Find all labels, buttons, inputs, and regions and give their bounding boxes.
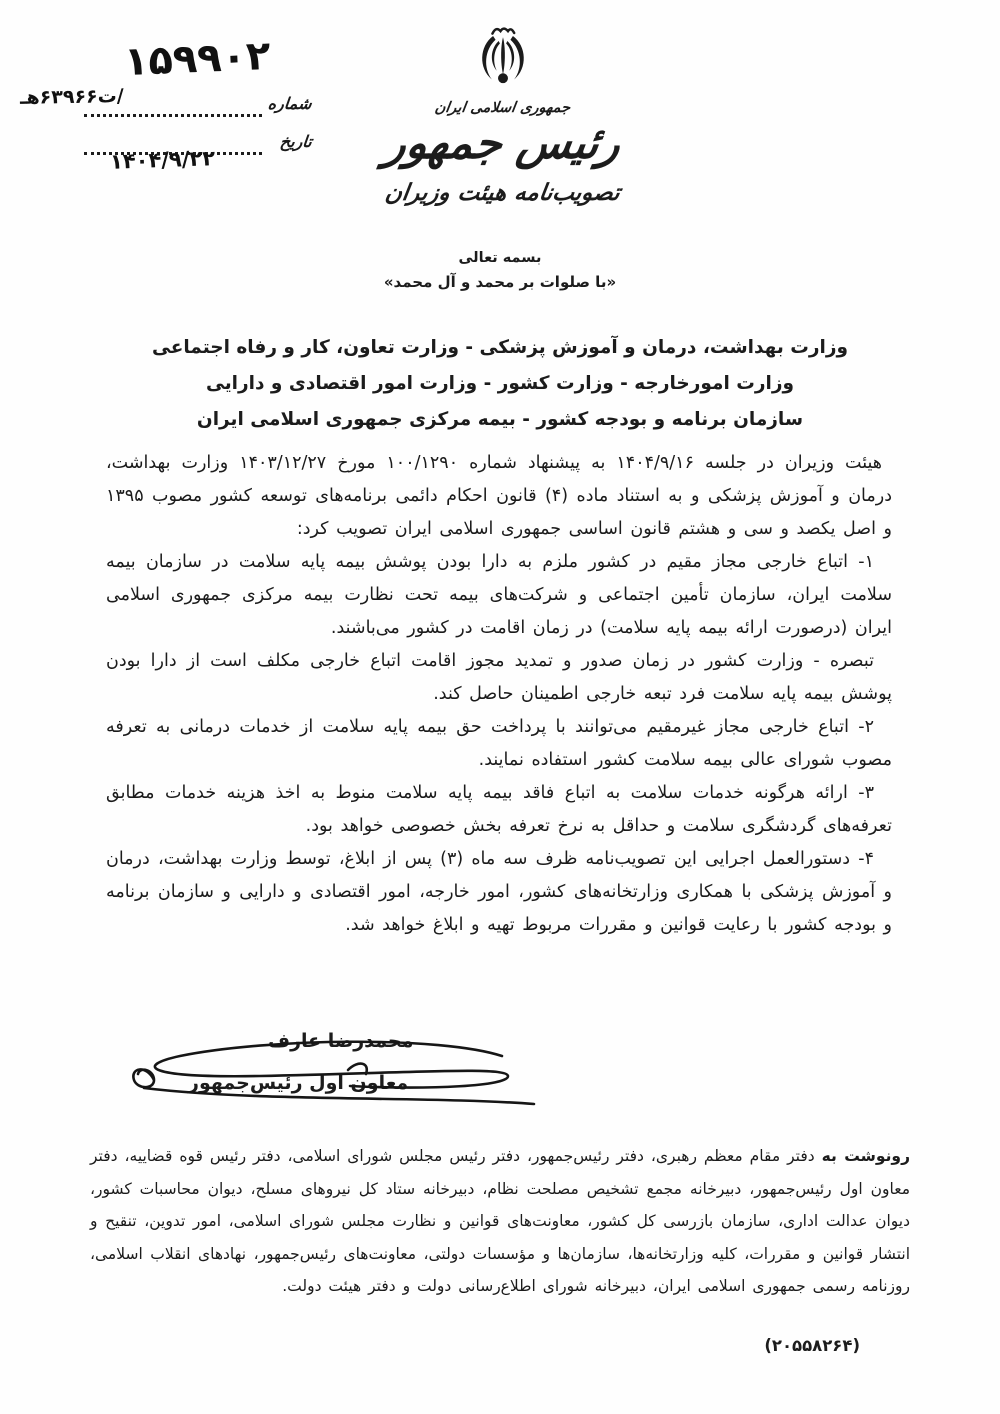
registry-stamp-block (19, 32, 340, 196)
body-paragraph-item-3: ۳- ارائه هرگونه خدمات سلامت به اتباع فاقد بیمه پایه سلامت منوط به اخذ هزینه خدمات مطابق تعرفه‌های گردشگری سلامت و حداقل به نرخ تعرفه بخش خصوصی خواهد بود. (106, 783, 892, 836)
invocation-block (0, 250, 1000, 291)
letterhead-office-title: رئیس جمهور (381, 118, 624, 169)
letterhead-country: جمهوری اسلامی ایران (433, 100, 572, 116)
body-paragraph-note: تبصره - وزارت کشور در زمان صدور و تمدید مجوز اقامت اتباع خارجی مکلف است از دارا بودن پوشش بیمه پایه سلامت فرد تبعه خارجی اطمینان حاصل کند. (106, 651, 892, 704)
decree-body (106, 447, 892, 942)
letterhead (330, 24, 675, 206)
stamp-date-label: تاریخ (279, 132, 313, 151)
addressees-block (0, 330, 1000, 438)
salawat-text: «با صلوات بر محمد و آل محمد» (383, 273, 617, 291)
stamp-serial-number: ۱۵۹۹۰۲ (122, 32, 271, 86)
signer-name: محمدرضا عارف (268, 1030, 414, 1052)
iran-emblem-icon (472, 24, 534, 94)
stamp-number-reference: /ت۶۳۹۶۶هـ (19, 85, 124, 109)
addressee-line: وزارت بهداشت، درمان و آموزش پزشکی - وزارت تعاون، کار و رفاه اجتماعی (151, 337, 849, 358)
cc-paragraph (90, 1140, 910, 1303)
letterhead-doc-type: تصویب‌نامه هیئت وزیران (383, 180, 622, 207)
cc-block (90, 1140, 910, 1303)
preamble-paragraph: هیئت وزیران در جلسه ۱۴۰۴/۹/۱۶ به پیشنهاد شماره ۱۰۰/۱۲۹۰ مورخ ۱۴۰۳/۱۲/۲۷ وزارت بهداشت، درمان و آموزش پزشکی و به استناد ماده (۴) قانون احکام دائمی برنامه‌های توسعه کشور مصوب ۱۳۹۵ و اصل یکصد و سی و هشتم قانون اساسی جمهوری اسلامی ایران تصویب کرد: (106, 453, 892, 539)
cc-lead-label: رونوشت به (821, 1147, 910, 1165)
stamp-number-label: شماره (267, 94, 313, 113)
body-paragraph-item-4: ۴- دستورالعمل اجرایی این تصویب‌نامه ظرف سه ماه (۳) پس از ابلاغ، توسط وزارت بهداشت، درمان و آموزش پزشکی با همکاری وزارتخانه‌های کشور، امور خارجه، امور اقتصادی و دارایی و سازمان برنامه و بودجه کشور با رعایت قوانین و مقررات مربوط تهیه و ابلاغ خواهد شد. (106, 849, 892, 935)
addressee-line: سازمان برنامه و بودجه کشور - بیمه مرکزی جمهوری اسلامی ایران (196, 409, 804, 430)
signature-scrawl (110, 1026, 542, 1122)
body-paragraph-item-2: ۲- اتباع خارجی مجاز غیرمقیم می‌توانند با پرداخت حق بیمه پایه سلامت از خدمات درمانی به تعرفه مصوب شورای عالی بیمه سلامت کشور استفاده نمایند. (106, 717, 892, 770)
besmeleh-text: بسمه تعالی (458, 250, 542, 266)
stamp-number-dotted-line (84, 114, 262, 117)
archive-number: (۲۰۵۵۸۲۶۴) (764, 1336, 860, 1355)
signer-title: معاون اول رئیس‌جمهور (188, 1072, 409, 1094)
stamp-date-value: ۱۴۰۴/۹/۲۲ (109, 146, 216, 174)
addressee-line: وزارت امورخارجه - وزارت کشور - وزارت امور اقتصادی و دارایی (206, 373, 794, 394)
cc-text: دفتر مقام معظم رهبری، دفتر رئیس‌جمهور، دفتر رئیس مجلس شورای اسلامی، دفتر رئیس قوه قضاییه، دفتر معاون اول رئیس‌جمهور، دبیرخانه مجمع تشخیص مصلحت نظام، دبیرخانه ستاد کل نیروهای مسلح، دیوان محاسبات کشور، دیوان عدالت اداری، سازمان بازرسی کل کشور، معاونت‌های قوانین و نظارت مجلس شورای اسلامی، امور تدوین، تنقیح و انتشار قوانین و مقررات، کلیه وزارتخانه‌ها، سازمان‌ها و مؤسسات دولتی، معاونت‌های رئیس‌جمهور، نهادهای انقلاب اسلامی، روزنامه رسمی جمهوری اسلامی ایران، دبیرخانه شورای اطلاع‌رسانی دولت و دفتر هیئت دولت. (90, 1147, 910, 1295)
signature-block (110, 1026, 542, 1122)
body-paragraph-item-1: ۱- اتباع خارجی مجاز مقیم در کشور ملزم به دارا بودن پوشش بیمه پایه سلامت در سازمان بیمه سلامت ایران، سازمان تأمین اجتماعی و شرکت‌های بیمه تحت نظارت بیمه مرکزی جمهوری اسلامی ایران (درصورت ارائه بیمه پایه سلامت) در زمان اقامت در کشور می‌باشند. (106, 552, 892, 638)
